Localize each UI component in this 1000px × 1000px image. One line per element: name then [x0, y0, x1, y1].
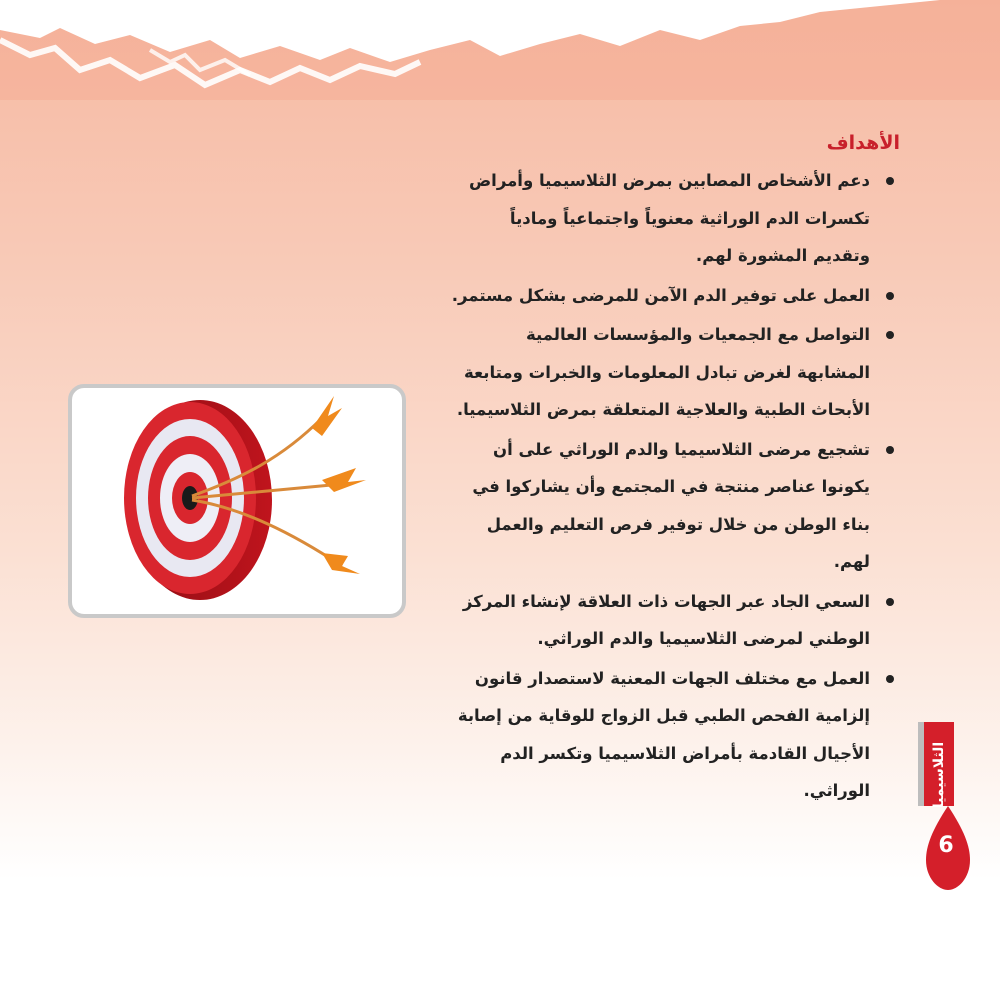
- torn-paper-decoration: [0, 0, 1000, 100]
- goal-item: [440, 162, 900, 275]
- bullet-icon: [886, 177, 894, 185]
- goal-item: [440, 583, 900, 658]
- goals-list: [440, 162, 900, 810]
- goal-text: العمل على توفير الدم الآمن للمرضى بشكل مستمر.: [451, 285, 870, 305]
- target-with-arrows-icon: [72, 388, 402, 614]
- goal-item: [440, 660, 900, 810]
- goal-text: السعي الجاد عبر الجهات ذات العلاقة لإنشاء المركز الوطني لمرضى الثلاسيميا والدم الوراثي.: [462, 591, 870, 648]
- goals-section: [440, 132, 900, 812]
- goal-text: تشجيع مرضى الثلاسيميا والدم الوراثي على أن يكونوا عناصر منتجة في المجتمع وأن يشاركوا في بناء الوطن من خلال توفير فرص التعليم والعمل لهم.: [472, 439, 870, 571]
- goal-text: التواصل مع الجمعيات والمؤسسات العالمية المشابهة لغرض تبادل المعلومات والخبرات ومتابعة الأبحاث الطبية والعلاجية المتعلقة بمرض الثلاسيميا.: [456, 325, 870, 419]
- goal-text: دعم الأشخاص المصابين بمرض الثلاسيميا وأمراض تكسرات الدم الوراثية معنوياً واجتماعياً ومادياً وتقديم المشورة لهم.: [468, 171, 870, 265]
- side-tab-label: [924, 732, 954, 818]
- bullet-icon: [886, 675, 894, 683]
- bullet-icon: [886, 331, 894, 339]
- bullet-icon: [886, 446, 894, 454]
- page-number: 6: [938, 833, 954, 858]
- section-heading: الأهداف: [826, 132, 900, 154]
- goal-item: [440, 316, 900, 429]
- target-image-frame: [68, 384, 406, 618]
- goal-text: العمل مع مختلف الجهات المعنية لاستصدار قانون إلزامية الفحص الطبي قبل الزواج للوقاية من إصابة الأجيال القادمة بأمراض الثلاسيميا وتكسر الدم الوراثي.: [457, 668, 870, 800]
- bullet-icon: [886, 598, 894, 606]
- goal-item: [440, 431, 900, 581]
- goal-item: [440, 277, 900, 315]
- bullet-icon: [886, 292, 894, 300]
- side-tab-text: الثلاسيميا: [931, 741, 947, 809]
